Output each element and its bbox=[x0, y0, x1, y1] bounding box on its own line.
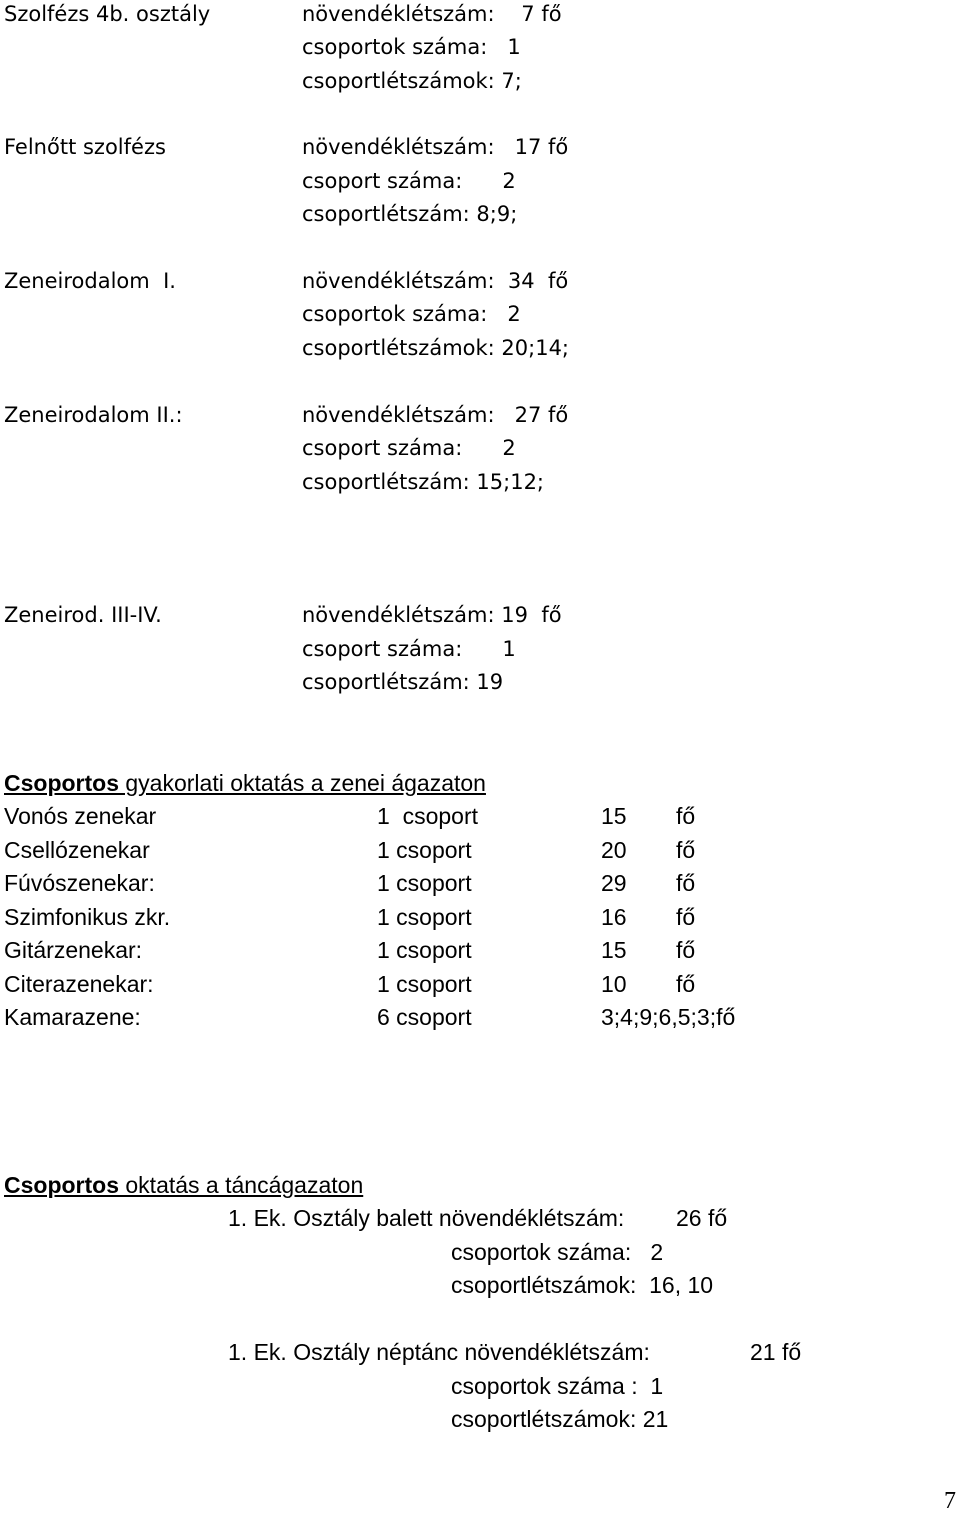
ensemble-unit: fő bbox=[676, 937, 696, 963]
ensemble-count: 20 bbox=[601, 837, 627, 863]
folk-groups: csoportok száma : 1 bbox=[451, 1373, 664, 1399]
ensemble-unit: fő bbox=[676, 904, 696, 930]
heading-bold: Csoportos bbox=[4, 770, 119, 796]
ensemble-groups: 1 csoport bbox=[377, 971, 472, 997]
course-line: növendéklétszám: 34 fő bbox=[302, 269, 569, 293]
heading-rest: oktatás a táncágazaton bbox=[119, 1172, 364, 1198]
course-label: Zeneirodalom II.: bbox=[4, 403, 183, 427]
ensemble-name: Vonós zenekar bbox=[4, 803, 157, 829]
ensemble-count: 15 bbox=[601, 937, 627, 963]
ensemble-groups: 1 csoport bbox=[377, 870, 472, 896]
ensemble-groups: 6 csoport bbox=[377, 1004, 472, 1030]
folk-group-sizes: csoportlétszámok: 21 bbox=[451, 1406, 669, 1432]
ensemble-groups: 1 csoport bbox=[377, 837, 472, 863]
course-line: növendéklétszám: 17 fő bbox=[302, 135, 569, 159]
ensemble-name: Csellózenekar bbox=[4, 837, 150, 863]
course-line: csoportlétszám: 8;9; bbox=[302, 202, 518, 226]
course-label: Felnőtt szolfézs bbox=[4, 135, 166, 159]
ensemble-count: 15 bbox=[601, 803, 627, 829]
course-label: Zeneirodalom I. bbox=[4, 269, 176, 293]
course-label: Szolfézs 4b. osztály bbox=[4, 2, 211, 26]
ensemble-name: Szimfonikus zkr. bbox=[4, 904, 171, 930]
ensemble-count: 10 bbox=[601, 971, 627, 997]
course-line: csoportlétszámok: 7; bbox=[302, 69, 522, 93]
section-heading-music bbox=[4, 769, 486, 797]
ensemble-name: Fúvószenekar: bbox=[4, 870, 155, 896]
ensemble-name: Gitárzenekar: bbox=[4, 937, 143, 963]
ensemble-count: 29 bbox=[601, 870, 627, 896]
course-line: csoport száma: 2 bbox=[302, 436, 516, 460]
folk-title: 1. Ek. Osztály néptánc növendéklétszám: bbox=[228, 1339, 650, 1365]
course-line: csoportlétszámok: 20;14; bbox=[302, 336, 570, 360]
ballet-title: 1. Ek. Osztály balett növendéklétszám: bbox=[228, 1205, 625, 1231]
heading-bold: Csoportos bbox=[4, 1172, 119, 1198]
course-line: növendéklétszám: 19 fő bbox=[302, 603, 562, 627]
ballet-groups: csoportok száma: 2 bbox=[451, 1239, 664, 1265]
ensemble-count: 16 bbox=[601, 904, 627, 930]
course-line: csoportok száma: 2 bbox=[302, 302, 521, 326]
ensemble-unit: fő bbox=[676, 870, 696, 896]
heading-rest: gyakorlati oktatás a zenei ágazaton bbox=[119, 770, 486, 796]
ensemble-groups: 1 csoport bbox=[377, 904, 472, 930]
course-line: növendéklétszám: 7 fő bbox=[302, 2, 562, 26]
ensemble-count: 3;4;9;6,5;3;fő bbox=[601, 1004, 736, 1030]
course-line: csoport száma: 2 bbox=[302, 169, 516, 193]
course-label: Zeneirod. III-IV. bbox=[4, 603, 162, 627]
page-number: 7 bbox=[944, 1488, 956, 1514]
ballet-group-sizes: csoportlétszámok: 16, 10 bbox=[451, 1272, 714, 1298]
ensemble-groups: 1 csoport bbox=[377, 803, 478, 829]
course-line: csoportlétszám: 19 bbox=[302, 670, 504, 694]
section-heading-dance bbox=[4, 1171, 363, 1199]
ensemble-unit: fő bbox=[676, 971, 696, 997]
ensemble-unit: fő bbox=[676, 837, 696, 863]
course-line: növendéklétszám: 27 fő bbox=[302, 403, 569, 427]
ensemble-groups: 1 csoport bbox=[377, 937, 472, 963]
course-line: csoportlétszám: 15;12; bbox=[302, 470, 545, 494]
course-line: csoport száma: 1 bbox=[302, 637, 516, 661]
ensemble-name: Kamarazene: bbox=[4, 1004, 141, 1030]
ensemble-unit: fő bbox=[676, 803, 696, 829]
ensemble-name: Citerazenekar: bbox=[4, 971, 154, 997]
course-line: csoportok száma: 1 bbox=[302, 35, 521, 59]
folk-value: 21 fő bbox=[750, 1339, 802, 1365]
ballet-value: 26 fő bbox=[676, 1205, 728, 1231]
